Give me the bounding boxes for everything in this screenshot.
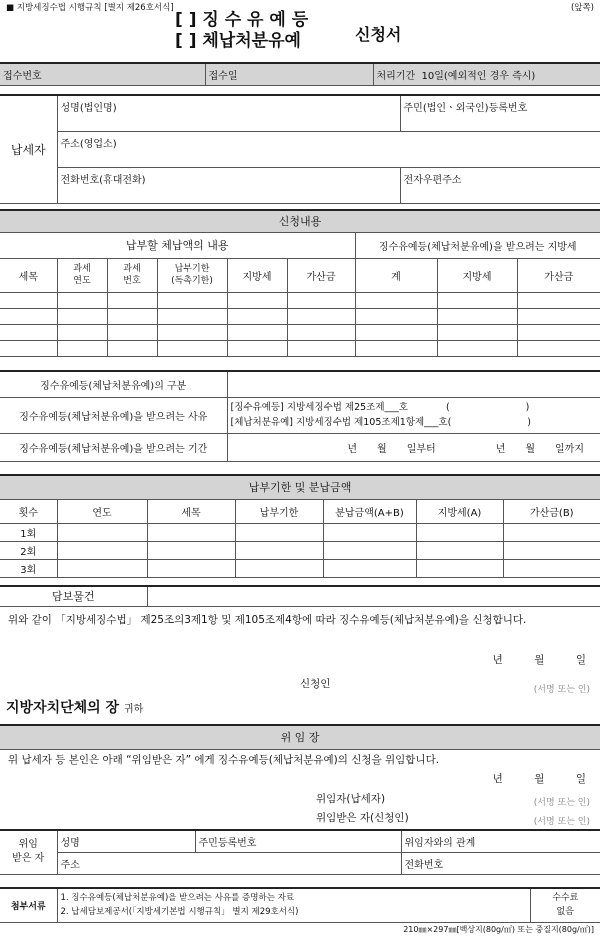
col-surcharge: 가산금 — [287, 258, 355, 292]
attachments-table — [0, 887, 600, 923]
col-count: 횟수 — [0, 499, 57, 523]
applicant-label: 신청인 — [300, 678, 331, 690]
col-total: 계 — [355, 258, 437, 292]
attachments-label: 첨부서류 — [0, 888, 57, 922]
taxpayer-email-label: 전자우편주소 — [403, 174, 462, 186]
table-row[interactable] — [0, 324, 600, 340]
delegator-signature[interactable]: (서명 또는 인) — [533, 798, 590, 808]
delegatee-id-label: 주민등록번호 — [198, 838, 257, 849]
fee-label: 수수료 — [552, 893, 579, 904]
delegatee-table — [0, 829, 600, 875]
delegatee-address-label: 주소 — [60, 859, 80, 871]
col-tax-item: 세목 — [0, 258, 57, 292]
applicant-signature[interactable]: (서명 또는 인) — [533, 685, 590, 695]
col-deadline: 납부기한 — [235, 499, 323, 523]
period-label: 징수유예등(체납처분유예)을 받으려는 기간 — [0, 433, 227, 461]
processing-period-value: 10일(예외적인 경우 즉시) — [421, 70, 536, 82]
attachments-list — [57, 888, 530, 922]
taxpayer-id-field[interactable] — [400, 95, 600, 131]
col-tax-number: 과세 번호 — [107, 258, 157, 292]
paper-spec: 210㎜×297㎜[백상지(80g/㎡) 또는 중질지(80g/㎡)] — [403, 925, 594, 934]
delegatee-signature[interactable]: (서명 또는 인) — [533, 817, 590, 827]
details-table — [0, 370, 600, 462]
table-row[interactable] — [0, 541, 600, 559]
taxpayer-name-label: 성명(법인명) — [60, 103, 117, 114]
reason-field[interactable] — [227, 397, 600, 433]
recipient-name: 지방자치단체의 장 — [6, 700, 120, 716]
delegatee-side-label — [0, 830, 57, 874]
fee-cell — [530, 888, 600, 922]
title-line-2: [ ] 체납처분유예 — [175, 31, 301, 51]
delegation-title: 위 임 장 — [0, 725, 600, 749]
collateral-field[interactable] — [147, 586, 600, 606]
delegation-date[interactable]: 년 월 일 — [492, 773, 586, 785]
col-due-date: 납부기한 (독촉기한) — [157, 258, 227, 292]
title-suffix: 신청서 — [355, 25, 402, 44]
delegatee-side-label-2: 받은 자 — [12, 853, 45, 865]
attachment-item-2: 2. 납세담보제공서(「지방세기본법 시행규칙」 별지 제29호서식) — [60, 907, 299, 918]
col-tax-year: 과세 연도 — [57, 258, 107, 292]
type-label: 징수유예등(체납처분유예)의 구분 — [0, 371, 227, 397]
reason-label: 징수유예등(체납처분유예)을 받으려는 사유 — [0, 397, 227, 433]
delegation-text: 위 납세자 등 본인은 아래 “위임받은 자” 에게 징수유예등(체납처분유예)의 신청을 위임합니다. — [8, 754, 440, 766]
request-right-header: 징수유예등(체납처분유예)을 받으려는 지방세 — [355, 232, 600, 258]
request-title: 신청내용 — [0, 210, 600, 232]
delegatee-address-field[interactable] — [57, 852, 401, 874]
reason-checkbox-disposition[interactable]: [체납처분유예] 지방세징수법 제105조제1항제___호( ) — [230, 417, 531, 428]
installment-title: 납부기한 및 분납금액 — [0, 475, 600, 499]
table-row[interactable] — [0, 340, 600, 356]
col-item: 세목 — [147, 499, 235, 523]
processing-period-label: 처리기간 — [376, 70, 416, 82]
taxpayer-id-label: 주민(법인ㆍ외국인)등록번호 — [403, 103, 528, 114]
table-row[interactable] — [0, 308, 600, 324]
delegatee-relation-field[interactable] — [401, 830, 600, 852]
col-local-tax: 지방세 — [227, 258, 287, 292]
taxpayer-phone-label: 전화번호(휴대전화) — [60, 174, 146, 186]
taxpayer-address-label: 주소(영업소) — [60, 138, 117, 150]
type-field[interactable] — [227, 371, 600, 397]
title-line-1: [ ] 징 수 유 예 등 — [175, 10, 309, 30]
delegatee-relation-label: 위임자와의 관계 — [404, 838, 476, 849]
delegatee-phone-label: 전화번호 — [404, 859, 444, 871]
installment-round-3: 3회 — [0, 559, 57, 577]
recipient-suffix: 귀하 — [123, 704, 144, 715]
processing-period — [373, 63, 600, 85]
col-amount: 분납금액(A+B) — [323, 499, 416, 523]
application-date[interactable]: 년 월 일 — [492, 654, 586, 666]
taxpayer-name-field[interactable] — [57, 95, 400, 131]
collateral-label: 담보물건 — [0, 586, 147, 606]
reason-checkbox-collection[interactable]: [징수유예등] 지방세징수법 제25조제___호 ( ) — [230, 402, 530, 413]
table-row[interactable] — [0, 292, 600, 308]
taxpayer-address-field[interactable] — [57, 131, 600, 167]
receipt-number-label: 접수번호 — [0, 63, 205, 85]
col-local-tax-a: 지방세(A) — [416, 499, 503, 523]
fee-value: 없음 — [556, 907, 574, 918]
delegatee-name-field[interactable] — [57, 830, 195, 852]
delegatee-side-label-1: 위임 — [18, 839, 38, 851]
statement: 위와 같이 「지방세징수법」 제25조의3제1항 및 제105조제4항에 따라 징수유예등(체납처분유예)을 신청합니다. — [8, 614, 527, 626]
form-title — [175, 10, 402, 52]
installment-round-2: 2회 — [0, 541, 57, 559]
receipt-date-label: 접수일 — [205, 63, 373, 85]
delegatee-id-field[interactable] — [195, 830, 401, 852]
page-side-label: (앞쪽) — [570, 3, 594, 13]
table-row[interactable] — [0, 523, 600, 541]
delegatee-phone-field[interactable] — [401, 852, 600, 874]
col-surcharge-b: 가산금(B) — [503, 499, 600, 523]
delegatee-name-label: 성명 — [60, 838, 80, 849]
request-left-header: 납부할 체납액의 내용 — [0, 232, 355, 258]
attachment-item-1: 1. 징수유예등(체납처분유예)을 받으려는 사유를 증명하는 자료 — [60, 893, 295, 904]
col-local-tax-2: 지방세 — [437, 258, 517, 292]
delegator-label: 위임자(납세자) — [316, 793, 386, 805]
table-row[interactable] — [0, 559, 600, 577]
recipient — [6, 697, 143, 717]
taxpayer-email-field[interactable] — [400, 167, 600, 203]
taxpayer-phone-field[interactable] — [57, 167, 400, 203]
collateral-table — [0, 585, 600, 607]
receipt-table — [0, 62, 600, 86]
taxpayer-table — [0, 94, 600, 204]
period-field[interactable]: 년 월 일부터 년 월 일까지 — [227, 433, 600, 461]
delegation-title-table — [0, 724, 600, 750]
request-table — [0, 209, 600, 357]
installment-table — [0, 474, 600, 578]
regulation-label: ■ 지방세징수법 시행규칙 [별지 제26호서식] — [6, 3, 174, 13]
col-year: 연도 — [57, 499, 147, 523]
installment-round-1: 1회 — [0, 523, 57, 541]
taxpayer-label: 납세자 — [0, 95, 57, 203]
delegatee-label: 위임받은 자(신청인) — [316, 812, 409, 824]
col-surcharge-2: 가산금 — [517, 258, 600, 292]
